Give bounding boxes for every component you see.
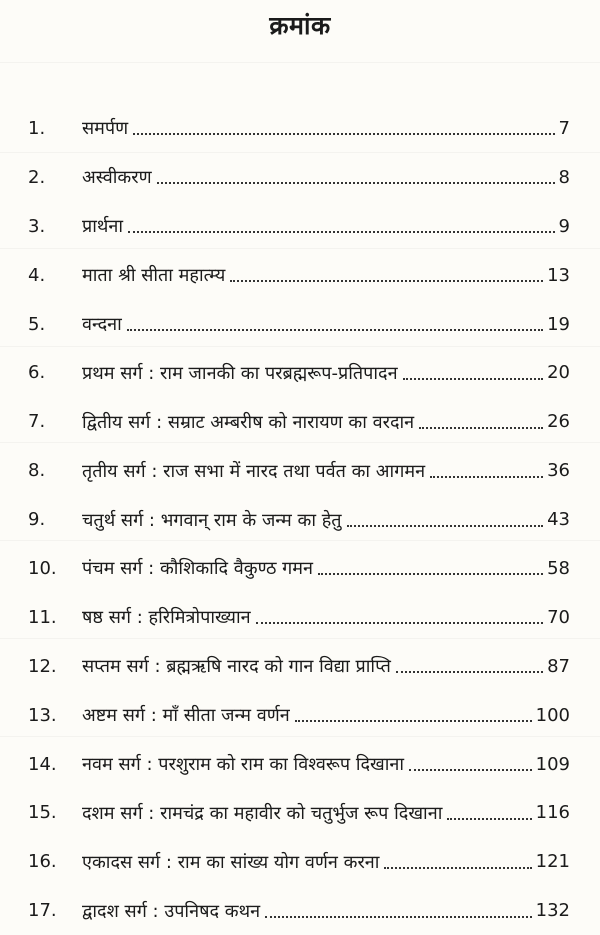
toc-entry-page-number: 19 bbox=[547, 313, 570, 335]
toc-entry-title: प्रार्थना bbox=[82, 216, 124, 238]
toc-entry-title: चतुर्थ सर्ग : भगवान् राम के जन्म का हेतु bbox=[82, 509, 342, 531]
toc-entry-title: तृतीय सर्ग : राज सभा में नारद तथा पर्वत का आगमन bbox=[82, 460, 426, 482]
toc-entry-title: द्वादश सर्ग : उपनिषद कथन bbox=[82, 900, 261, 922]
dot-leader bbox=[419, 427, 543, 429]
toc-entry bbox=[28, 837, 570, 886]
toc-entry-number: 9. bbox=[28, 509, 46, 531]
dot-leader bbox=[157, 182, 555, 184]
toc-entry-number: 14. bbox=[28, 753, 57, 775]
toc-entry-page-number: 58 bbox=[547, 557, 570, 579]
page-title: क्रमांक bbox=[269, 11, 331, 40]
toc-entry-title: नवम सर्ग : परशुराम को राम का विश्वरूप दिखाना bbox=[82, 754, 405, 776]
table-of-contents bbox=[28, 104, 570, 935]
toc-entry-number: 3. bbox=[28, 215, 46, 237]
toc-entry-title: अस्वीकरण bbox=[82, 167, 152, 189]
toc-entry-page-number: 8 bbox=[558, 166, 570, 188]
toc-entry-title: षष्ठ सर्ग : हरिमित्रोपाख्यान bbox=[82, 607, 251, 629]
toc-entry-number: 6. bbox=[28, 362, 46, 384]
toc-entry bbox=[28, 740, 570, 789]
dot-leader bbox=[128, 231, 554, 233]
toc-entry-page-number: 100 bbox=[535, 704, 570, 726]
toc-entry bbox=[28, 886, 570, 935]
toc-entry bbox=[28, 104, 570, 153]
toc-entry-number: 7. bbox=[28, 411, 46, 433]
dot-leader bbox=[347, 525, 544, 527]
dot-leader bbox=[318, 573, 543, 575]
toc-entry bbox=[28, 495, 570, 544]
toc-entry-title: पंचम सर्ग : कौशिकादि वैकुण्ठ गमन bbox=[82, 558, 314, 580]
dot-leader bbox=[265, 916, 532, 918]
dot-leader bbox=[409, 769, 532, 771]
toc-entry-title: सप्तम सर्ग : ब्रह्मऋषि नारद को गान विद्या प्राप्ति bbox=[82, 656, 391, 678]
bleed-through-line bbox=[0, 62, 600, 63]
toc-entry-number: 12. bbox=[28, 655, 57, 677]
toc-entry-page-number: 116 bbox=[535, 802, 570, 824]
toc-entry-title: समर्पण bbox=[82, 118, 129, 140]
toc-entry-page-number: 13 bbox=[547, 264, 570, 286]
toc-entry bbox=[28, 251, 570, 300]
toc-entry bbox=[28, 348, 570, 397]
toc-entry-number: 1. bbox=[28, 117, 46, 139]
toc-entry-page-number: 9 bbox=[558, 215, 570, 237]
toc-entry-number: 8. bbox=[28, 460, 46, 482]
toc-entry bbox=[28, 642, 570, 691]
toc-entry bbox=[28, 397, 570, 446]
dot-leader bbox=[396, 671, 543, 673]
toc-entry bbox=[28, 788, 570, 837]
toc-entry-number: 17. bbox=[28, 900, 57, 922]
toc-entry-number: 2. bbox=[28, 166, 46, 188]
toc-entry-title: वन्दना bbox=[82, 314, 122, 335]
toc-entry-title: अष्टम सर्ग : माँ सीता जन्म वर्णन bbox=[82, 705, 290, 727]
toc-entry-title: प्रथम सर्ग : राम जानकी का परब्रह्मरूप-प्रतिपादन bbox=[82, 362, 398, 384]
toc-entry-number: 15. bbox=[28, 802, 57, 824]
toc-entry bbox=[28, 300, 570, 349]
toc-entry-page-number: 7 bbox=[558, 117, 570, 139]
toc-entry-title: दशम सर्ग : रामचंद्र का महावीर को चतुर्भुज रूप दिखाना bbox=[82, 802, 443, 824]
toc-entry-page-number: 87 bbox=[547, 655, 570, 677]
toc-entry-page-number: 26 bbox=[547, 411, 570, 433]
toc-entry-title: द्वितीय सर्ग : सम्राट अम्बरीष को नारायण का वरदान bbox=[82, 411, 415, 433]
toc-entry bbox=[28, 691, 570, 740]
dot-leader bbox=[384, 867, 531, 869]
toc-entry bbox=[28, 593, 570, 642]
toc-entry-page-number: 109 bbox=[535, 753, 570, 775]
toc-entry-number: 4. bbox=[28, 264, 46, 286]
toc-entry bbox=[28, 544, 570, 593]
dot-leader bbox=[430, 476, 543, 478]
dot-leader bbox=[133, 133, 554, 135]
dot-leader bbox=[403, 378, 544, 380]
dot-leader bbox=[447, 818, 531, 820]
toc-entry-number: 5. bbox=[28, 313, 46, 335]
toc-entry-number: 11. bbox=[28, 606, 57, 628]
toc-entry-title: एकादस सर्ग : राम का सांख्य योग वर्णन करना bbox=[82, 851, 380, 873]
dot-leader bbox=[230, 280, 543, 282]
toc-entry-number: 16. bbox=[28, 851, 57, 873]
toc-entry-page-number: 43 bbox=[547, 509, 570, 531]
toc-entry-title: माता श्री सीता महात्म्य bbox=[82, 265, 226, 287]
toc-entry-page-number: 70 bbox=[547, 606, 570, 628]
toc-entry-number: 13. bbox=[28, 704, 57, 726]
toc-entry-page-number: 36 bbox=[547, 460, 570, 482]
toc-entry-page-number: 132 bbox=[535, 900, 570, 922]
toc-entry-page-number: 20 bbox=[547, 362, 570, 384]
toc-entry-number: 10. bbox=[28, 557, 57, 579]
toc-entry bbox=[28, 446, 570, 495]
toc-entry bbox=[28, 202, 570, 251]
toc-entry-page-number: 121 bbox=[535, 851, 570, 873]
dot-leader bbox=[295, 720, 532, 722]
dot-leader bbox=[256, 622, 543, 624]
dot-leader bbox=[127, 329, 543, 331]
toc-entry bbox=[28, 153, 570, 202]
